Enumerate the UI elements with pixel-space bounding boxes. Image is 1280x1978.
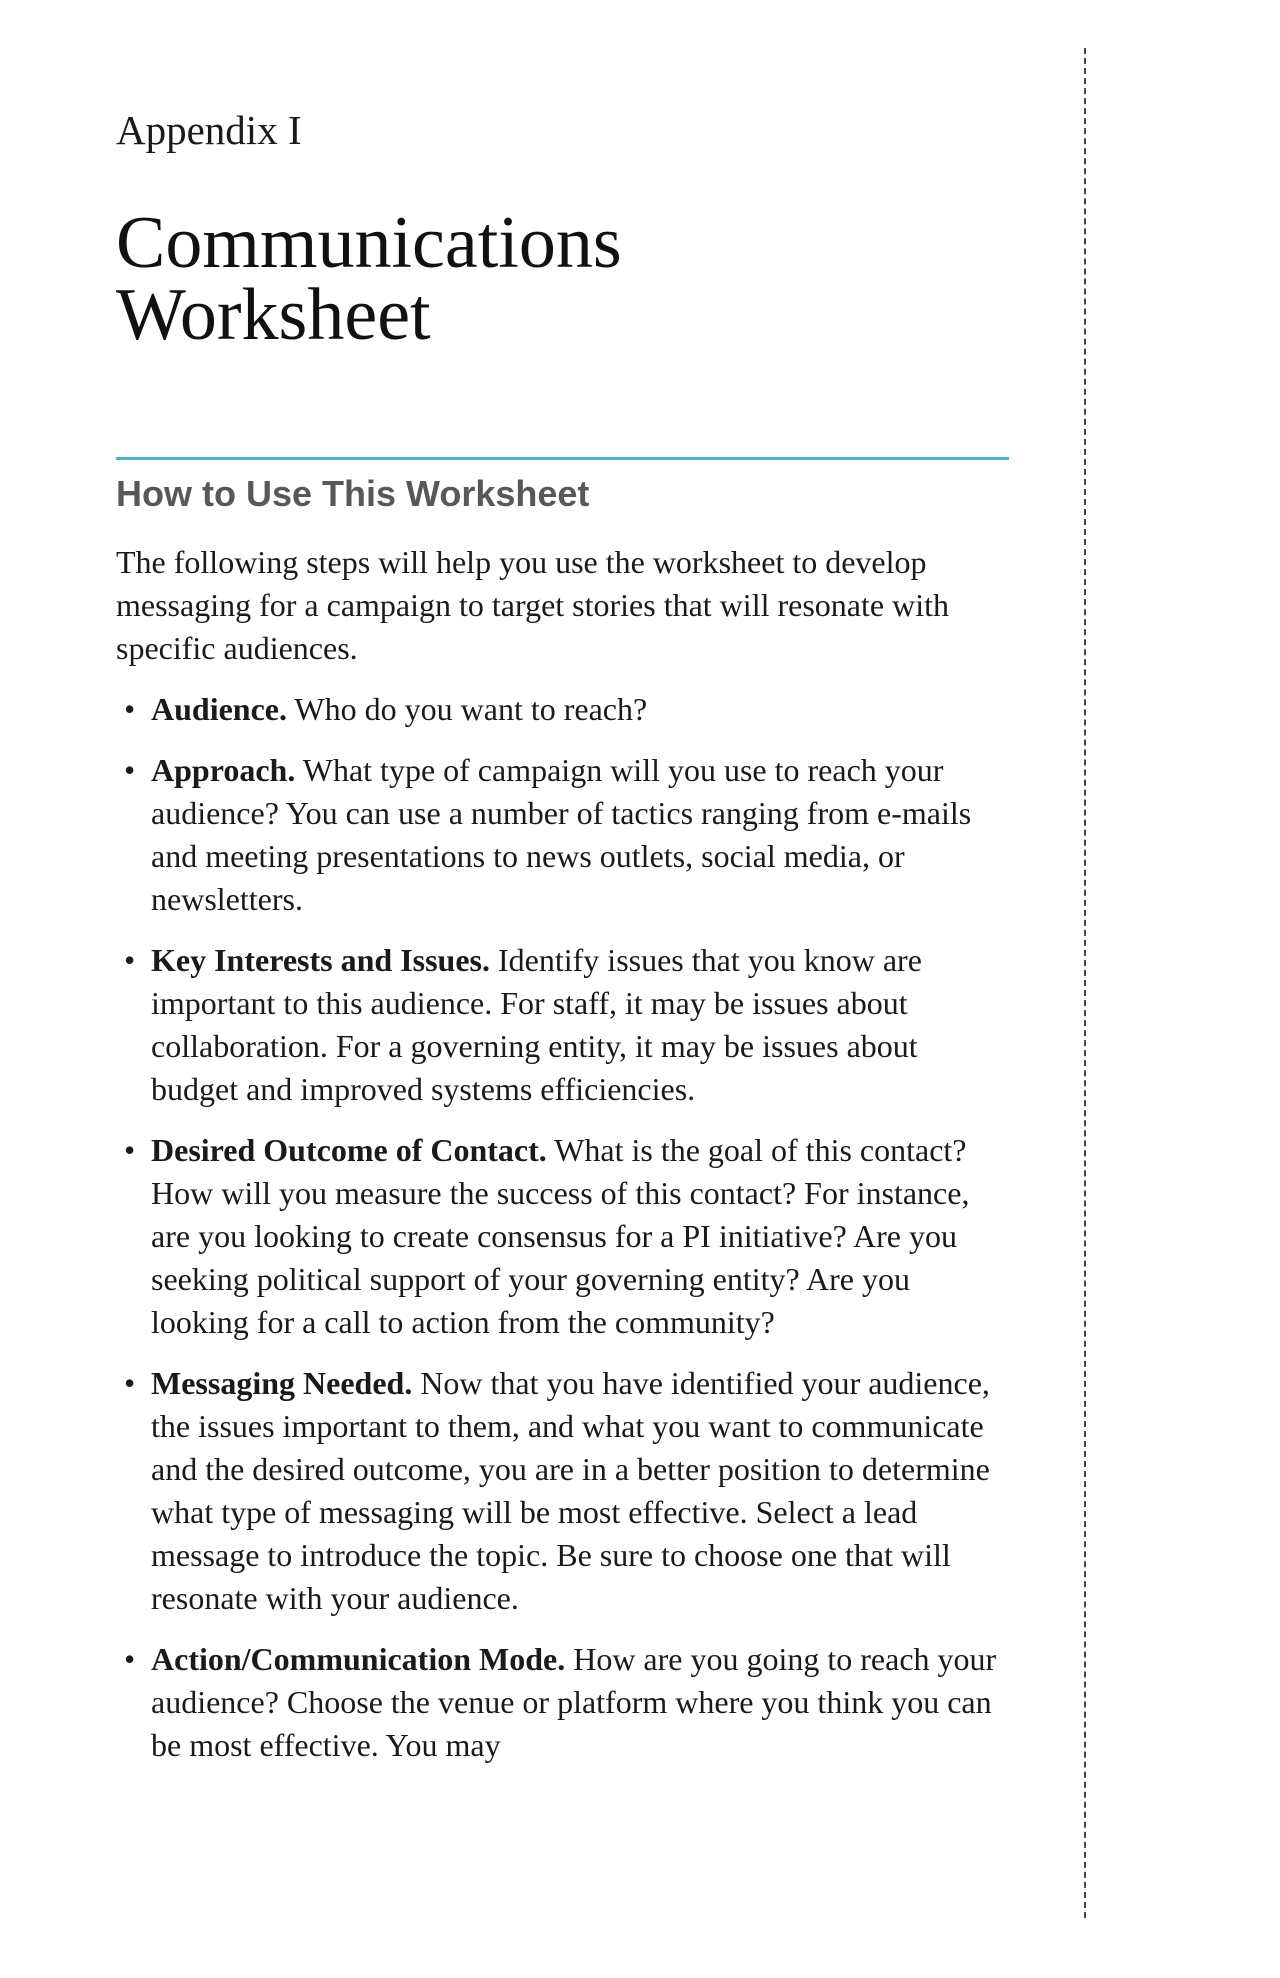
page-title: [116, 202, 1011, 356]
bullet-term: Key Interests and Issues.: [151, 942, 490, 979]
bullet-term: Audience.: [151, 691, 287, 728]
bullet-term: Approach.: [151, 752, 296, 789]
list-item: [116, 1129, 1011, 1344]
list-item: [116, 1638, 1011, 1767]
bullet-text: Identify issues that you know are important to this audience. For staff, it may be issues about collaboration. For a governing entity, it may be issues about budget and improved systems efficiencies.: [151, 942, 922, 1108]
bullet-icon: •: [124, 1641, 136, 1678]
bullet-term: Action/Communication Mode.: [151, 1641, 566, 1678]
list-item: [116, 749, 1011, 921]
document-page: [116, 100, 1011, 1785]
bullet-term: Desired Outcome of Contact.: [151, 1132, 547, 1169]
bullet-icon: •: [124, 1365, 136, 1402]
intro-paragraph: The following steps will help you use the worksheet to develop messaging for a campaign to target stories that will resonate with specific audiences.: [116, 544, 949, 667]
list-item: [116, 939, 1011, 1111]
bullet-text: What is the goal of this contact? How will you measure the success of this contact? For instance, are you looking to create consensus for a PI initiative? Are you seeking political support of your governing entity? Are you looking for a call to action from the community?: [151, 1132, 970, 1341]
title-line-2: Worksheet: [116, 274, 431, 356]
bullet-text: Who do you want to reach?: [294, 691, 648, 728]
section-divider: [116, 457, 1009, 460]
cut-line: [1084, 48, 1086, 1918]
section-heading: How to Use This Worksheet: [116, 473, 590, 514]
bullet-text: Now that you have identified your audience, the issues important to them, and what you want to communicate and the desired outcome, you are in a better position to determine what type of messaging will be most effective. Select a lead message to introduce the topic. Be sure to choose one that will resonate with your audience.: [151, 1365, 990, 1617]
bullet-icon: •: [124, 691, 136, 728]
bullet-icon: •: [124, 942, 136, 979]
bullet-icon: •: [124, 752, 136, 789]
bullet-text: What type of campaign will you use to reach your audience? You can use a number of tactics ranging from e-mails and meeting presentations to news outlets, social media, or newsletters.: [151, 752, 972, 918]
bullet-term: Messaging Needed.: [151, 1365, 413, 1402]
appendix-label: Appendix I: [116, 107, 302, 153]
steps-list: [116, 688, 1011, 1767]
list-item: [116, 688, 1011, 731]
bullet-text: How are you going to reach your audience? Choose the venue or platform where you think you can be most effective. You may: [151, 1641, 997, 1764]
bullet-icon: •: [124, 1132, 136, 1169]
title-line-1: Communications: [116, 202, 622, 284]
list-item: [116, 1362, 1011, 1620]
